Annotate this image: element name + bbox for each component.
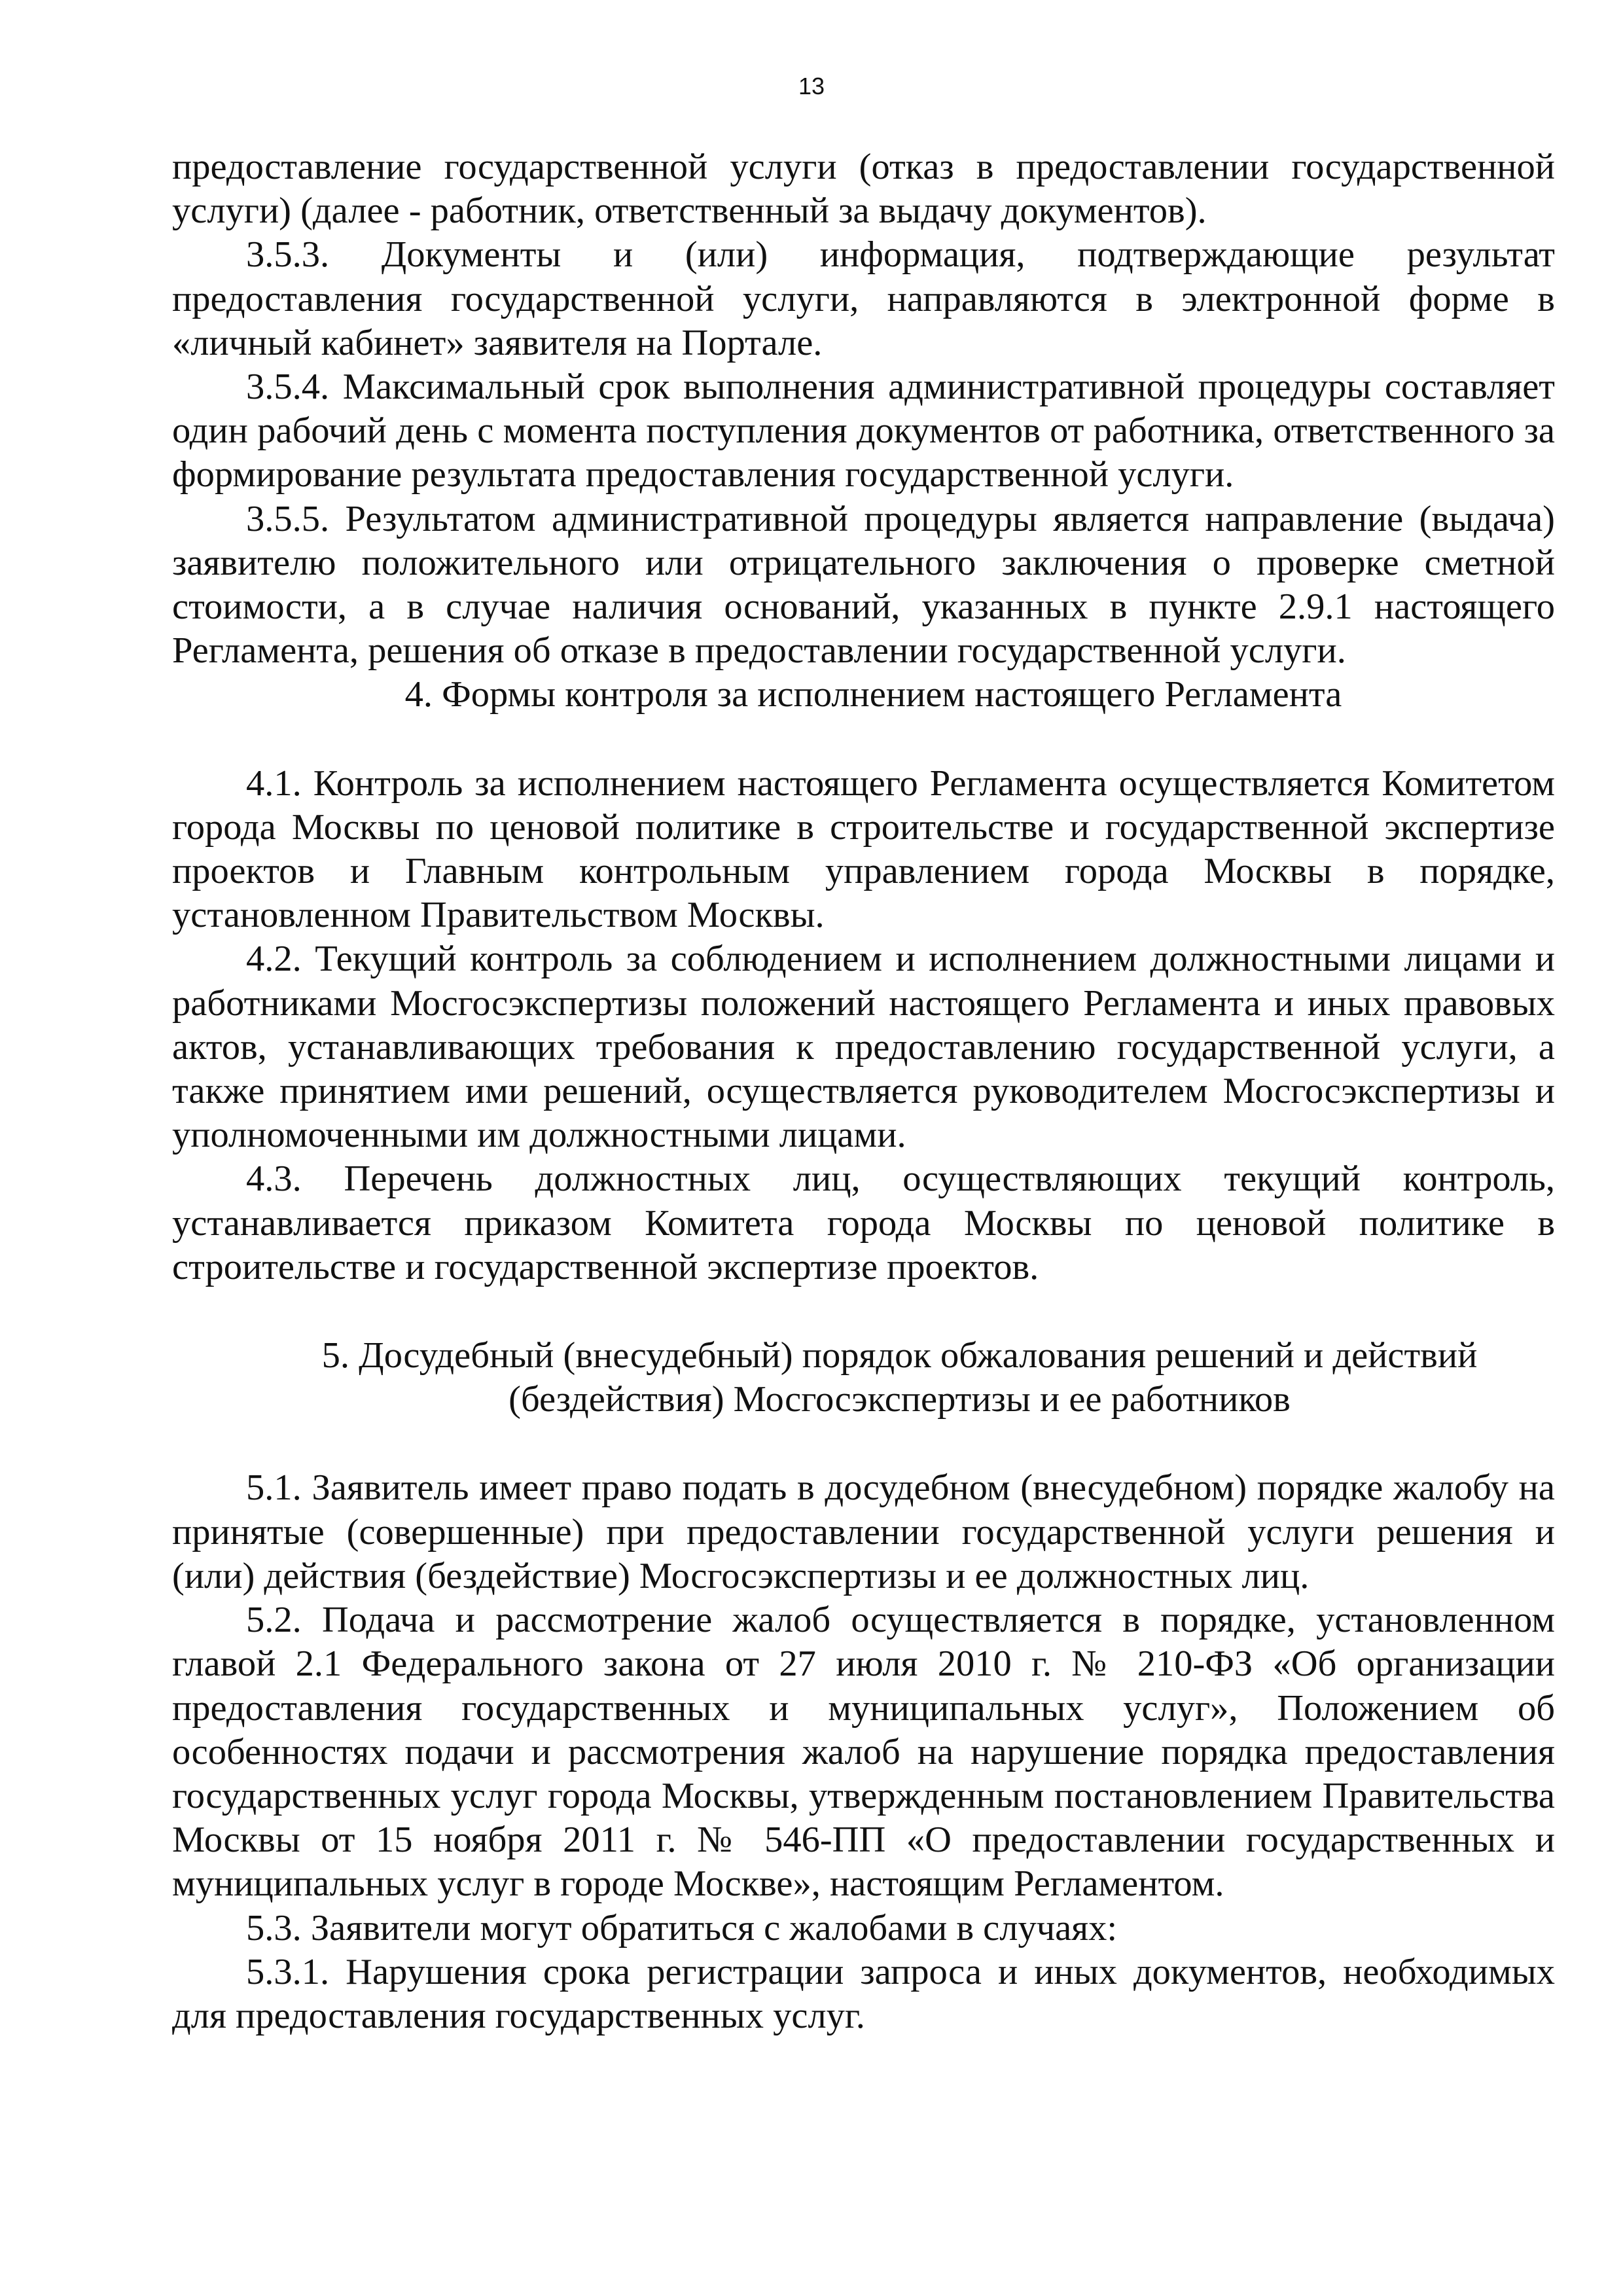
document-body [172, 145, 1555, 2038]
paragraph-5-3-1: 5.3.1. Нарушения срока регистрации запроса и иных документов, необходимых для предоставления государственных услуг. [172, 1951, 1555, 2036]
paragraph-4-2: 4.2. Текущий контроль за соблюдением и исполнением должностными лицами и работниками Мосгосэкспертизы положений настоящего Регламента и иных правовых актов, устанавливающих требования к предоставлению государственной услуги, а также принятием ими решений, осуществляется руководителем Мосгосэкспертизы и уполномоченными им должностными лицами. [172, 939, 1555, 1156]
paragraph-5-3: 5.3. Заявители могут обратиться с жалобами в случаях: [246, 1907, 1118, 1948]
section-4-heading: 4. Формы контроля за исполнением настоящего Регламента [404, 674, 1342, 715]
paragraph-5-2: 5.2. Подача и рассмотрение жалоб осуществляется в порядке, установленном главой 2.1 Федерального закона от 27 июля 2010 г. № 210-ФЗ «Об организации предоставления государственных и муниципальных услуг», Положением об особенностях подачи и рассмотрения жалоб на нарушение порядка предоставления государственных услуг города Москвы, утвержденным постановлением Правительства Москвы от 15 ноября 2011 г. № 546-ПП «О предоставлении государственных и муниципальных услуг в городе Москве», настоящим Регламентом. [172, 1600, 1555, 1905]
section-5-heading-line2: (бездействия) Мосгосэкспертизы и ее работников [508, 1379, 1291, 1420]
paragraph-4-1: 4.1. Контроль за исполнением настоящего Регламента осуществляется Комитетом города Москвы по ценовой политике в строительстве и государственной экспертизе проектов и Главным контрольным управлением города Москвы в порядке, установленном Правительством Москвы. [172, 762, 1555, 936]
paragraph-3-5-4: 3.5.4. Максимальный срок выполнения административной процедуры составляет один рабочий день с момента поступления документов от работника, ответственного за формирование результата предоставления государственной услуги. [172, 367, 1555, 495]
paragraph-3-5-5: 3.5.5. Результатом административной процедуры является направление (выдача) заявителю положительного или отрицательного заключения о проверке сметной стоимости, а в случае наличия оснований, указанных в пункте 2.9.1 настоящего Регламента, решения об отказе в предоставлении государственной услуги. [172, 498, 1555, 672]
section-5-heading-line1: 5. Досудебный (внесудебный) порядок обжалования решений и действий [321, 1335, 1478, 1376]
page-number: 13 [798, 73, 825, 99]
paragraph-4-3: 4.3. Перечень должностных лиц, осуществляющих текущий контроль, устанавливается приказом Комитета города Москвы по ценовой политике в строительстве и государственной экспертизе проектов. [172, 1158, 1555, 1287]
section-5-heading [172, 1334, 1555, 1422]
paragraph-5-1: 5.1. Заявитель имеет право подать в досудебном (внесудебном) порядке жалобу на принятые (совершенные) при предоставлении государственной услуги решения и (или) действия (бездействие) Мосгосэкспертизы и ее должностных лиц. [172, 1467, 1555, 1596]
paragraph-continuation: предоставление государственной услуги (отказ в предоставлении государственной услуги) (далее - работник, ответственный за выдачу документов). [172, 147, 1555, 232]
paragraph-3-5-3: 3.5.3. Документы и (или) информация, подтверждающие результат предоставления государственной услуги, направляются в электронной форме в «личный кабинет» заявителя на Портале. [172, 234, 1555, 363]
